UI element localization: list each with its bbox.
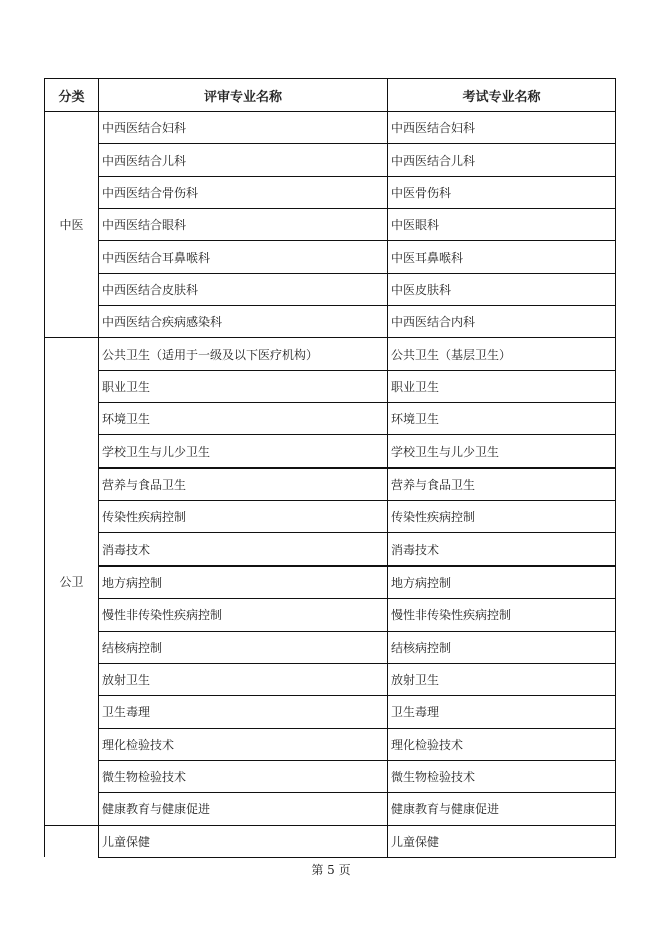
table-row bbox=[45, 631, 616, 663]
exam-specialty-cell: 中医耳鼻喉科 bbox=[388, 241, 616, 273]
exam-specialty-cell: 公共卫生（基层卫生） bbox=[388, 338, 616, 370]
review-specialty-cell: 慢性非传染性疾病控制 bbox=[99, 599, 388, 631]
table-row bbox=[45, 273, 616, 305]
table-row bbox=[45, 112, 616, 144]
review-specialty-cell: 放射卫生 bbox=[99, 663, 388, 695]
exam-specialty-cell: 中医骨伤科 bbox=[388, 176, 616, 208]
review-specialty-cell: 中西医结合骨伤科 bbox=[99, 176, 388, 208]
exam-specialty-cell: 理化检验技术 bbox=[388, 728, 616, 760]
table-row bbox=[45, 468, 616, 501]
exam-specialty-cell: 消毒技术 bbox=[388, 533, 616, 566]
review-specialty-cell: 中西医结合疾病感染科 bbox=[99, 306, 388, 338]
table-row bbox=[45, 209, 616, 241]
exam-specialty-cell: 中西医结合妇科 bbox=[388, 112, 616, 144]
review-specialty-cell: 中西医结合儿科 bbox=[99, 144, 388, 176]
table-row bbox=[45, 793, 616, 825]
exam-specialty-cell: 学校卫生与儿少卫生 bbox=[388, 435, 616, 468]
table-row bbox=[45, 241, 616, 273]
exam-specialty-cell: 放射卫生 bbox=[388, 663, 616, 695]
table-row bbox=[45, 533, 616, 566]
specialty-table bbox=[44, 78, 616, 858]
review-specialty-cell: 中西医结合眼科 bbox=[99, 209, 388, 241]
review-specialty-cell: 职业卫生 bbox=[99, 370, 388, 402]
table-row bbox=[45, 566, 616, 599]
review-specialty-cell: 公共卫生（适用于一级及以下医疗机构） bbox=[99, 338, 388, 370]
review-specialty-cell: 理化检验技术 bbox=[99, 728, 388, 760]
exam-specialty-cell: 传染性疾病控制 bbox=[388, 501, 616, 533]
table-header-row bbox=[45, 79, 616, 112]
table-row bbox=[45, 696, 616, 728]
exam-specialty-cell: 营养与食品卫生 bbox=[388, 468, 616, 501]
review-specialty-cell: 环境卫生 bbox=[99, 403, 388, 435]
table-row bbox=[45, 370, 616, 402]
exam-specialty-cell: 结核病控制 bbox=[388, 631, 616, 663]
table-row bbox=[45, 435, 616, 468]
review-specialty-cell: 消毒技术 bbox=[99, 533, 388, 566]
review-specialty-cell: 健康教育与健康促进 bbox=[99, 793, 388, 825]
review-specialty-cell: 卫生毒理 bbox=[99, 696, 388, 728]
review-specialty-cell: 地方病控制 bbox=[99, 566, 388, 599]
table-body bbox=[45, 112, 616, 858]
category-cell bbox=[45, 825, 99, 857]
review-specialty-cell: 儿童保健 bbox=[99, 825, 388, 857]
exam-specialty-cell: 慢性非传染性疾病控制 bbox=[388, 599, 616, 631]
exam-specialty-cell: 卫生毒理 bbox=[388, 696, 616, 728]
review-specialty-cell: 中西医结合耳鼻喉科 bbox=[99, 241, 388, 273]
exam-specialty-cell: 中医皮肤科 bbox=[388, 273, 616, 305]
table-row bbox=[45, 599, 616, 631]
review-specialty-cell: 中西医结合妇科 bbox=[99, 112, 388, 144]
review-specialty-cell: 中西医结合皮肤科 bbox=[99, 273, 388, 305]
exam-specialty-cell: 地方病控制 bbox=[388, 566, 616, 599]
header-category: 分类 bbox=[45, 79, 99, 112]
page-number: 第 5 页 bbox=[311, 863, 351, 877]
exam-specialty-cell: 环境卫生 bbox=[388, 403, 616, 435]
table-row bbox=[45, 663, 616, 695]
table-row bbox=[45, 144, 616, 176]
review-specialty-cell: 传染性疾病控制 bbox=[99, 501, 388, 533]
review-specialty-cell: 结核病控制 bbox=[99, 631, 388, 663]
table-row bbox=[45, 176, 616, 208]
exam-specialty-cell: 儿童保健 bbox=[388, 825, 616, 857]
table-row bbox=[45, 403, 616, 435]
table-row bbox=[45, 338, 616, 370]
exam-specialty-cell: 中西医结合内科 bbox=[388, 306, 616, 338]
review-specialty-cell: 微生物检验技术 bbox=[99, 760, 388, 792]
exam-specialty-cell: 健康教育与健康促进 bbox=[388, 793, 616, 825]
table-row bbox=[45, 306, 616, 338]
review-specialty-cell: 营养与食品卫生 bbox=[99, 468, 388, 501]
table-row bbox=[45, 728, 616, 760]
exam-specialty-cell: 职业卫生 bbox=[388, 370, 616, 402]
table-row bbox=[45, 825, 616, 857]
review-specialty-cell: 学校卫生与儿少卫生 bbox=[99, 435, 388, 468]
exam-specialty-cell: 中西医结合儿科 bbox=[388, 144, 616, 176]
category-cell: 公卫 bbox=[45, 338, 99, 825]
table-row bbox=[45, 760, 616, 792]
table-row bbox=[45, 501, 616, 533]
header-exam-specialty: 考试专业名称 bbox=[388, 79, 616, 112]
exam-specialty-cell: 微生物检验技术 bbox=[388, 760, 616, 792]
category-cell: 中医 bbox=[45, 112, 99, 338]
exam-specialty-cell: 中医眼科 bbox=[388, 209, 616, 241]
header-review-specialty: 评审专业名称 bbox=[99, 79, 388, 112]
